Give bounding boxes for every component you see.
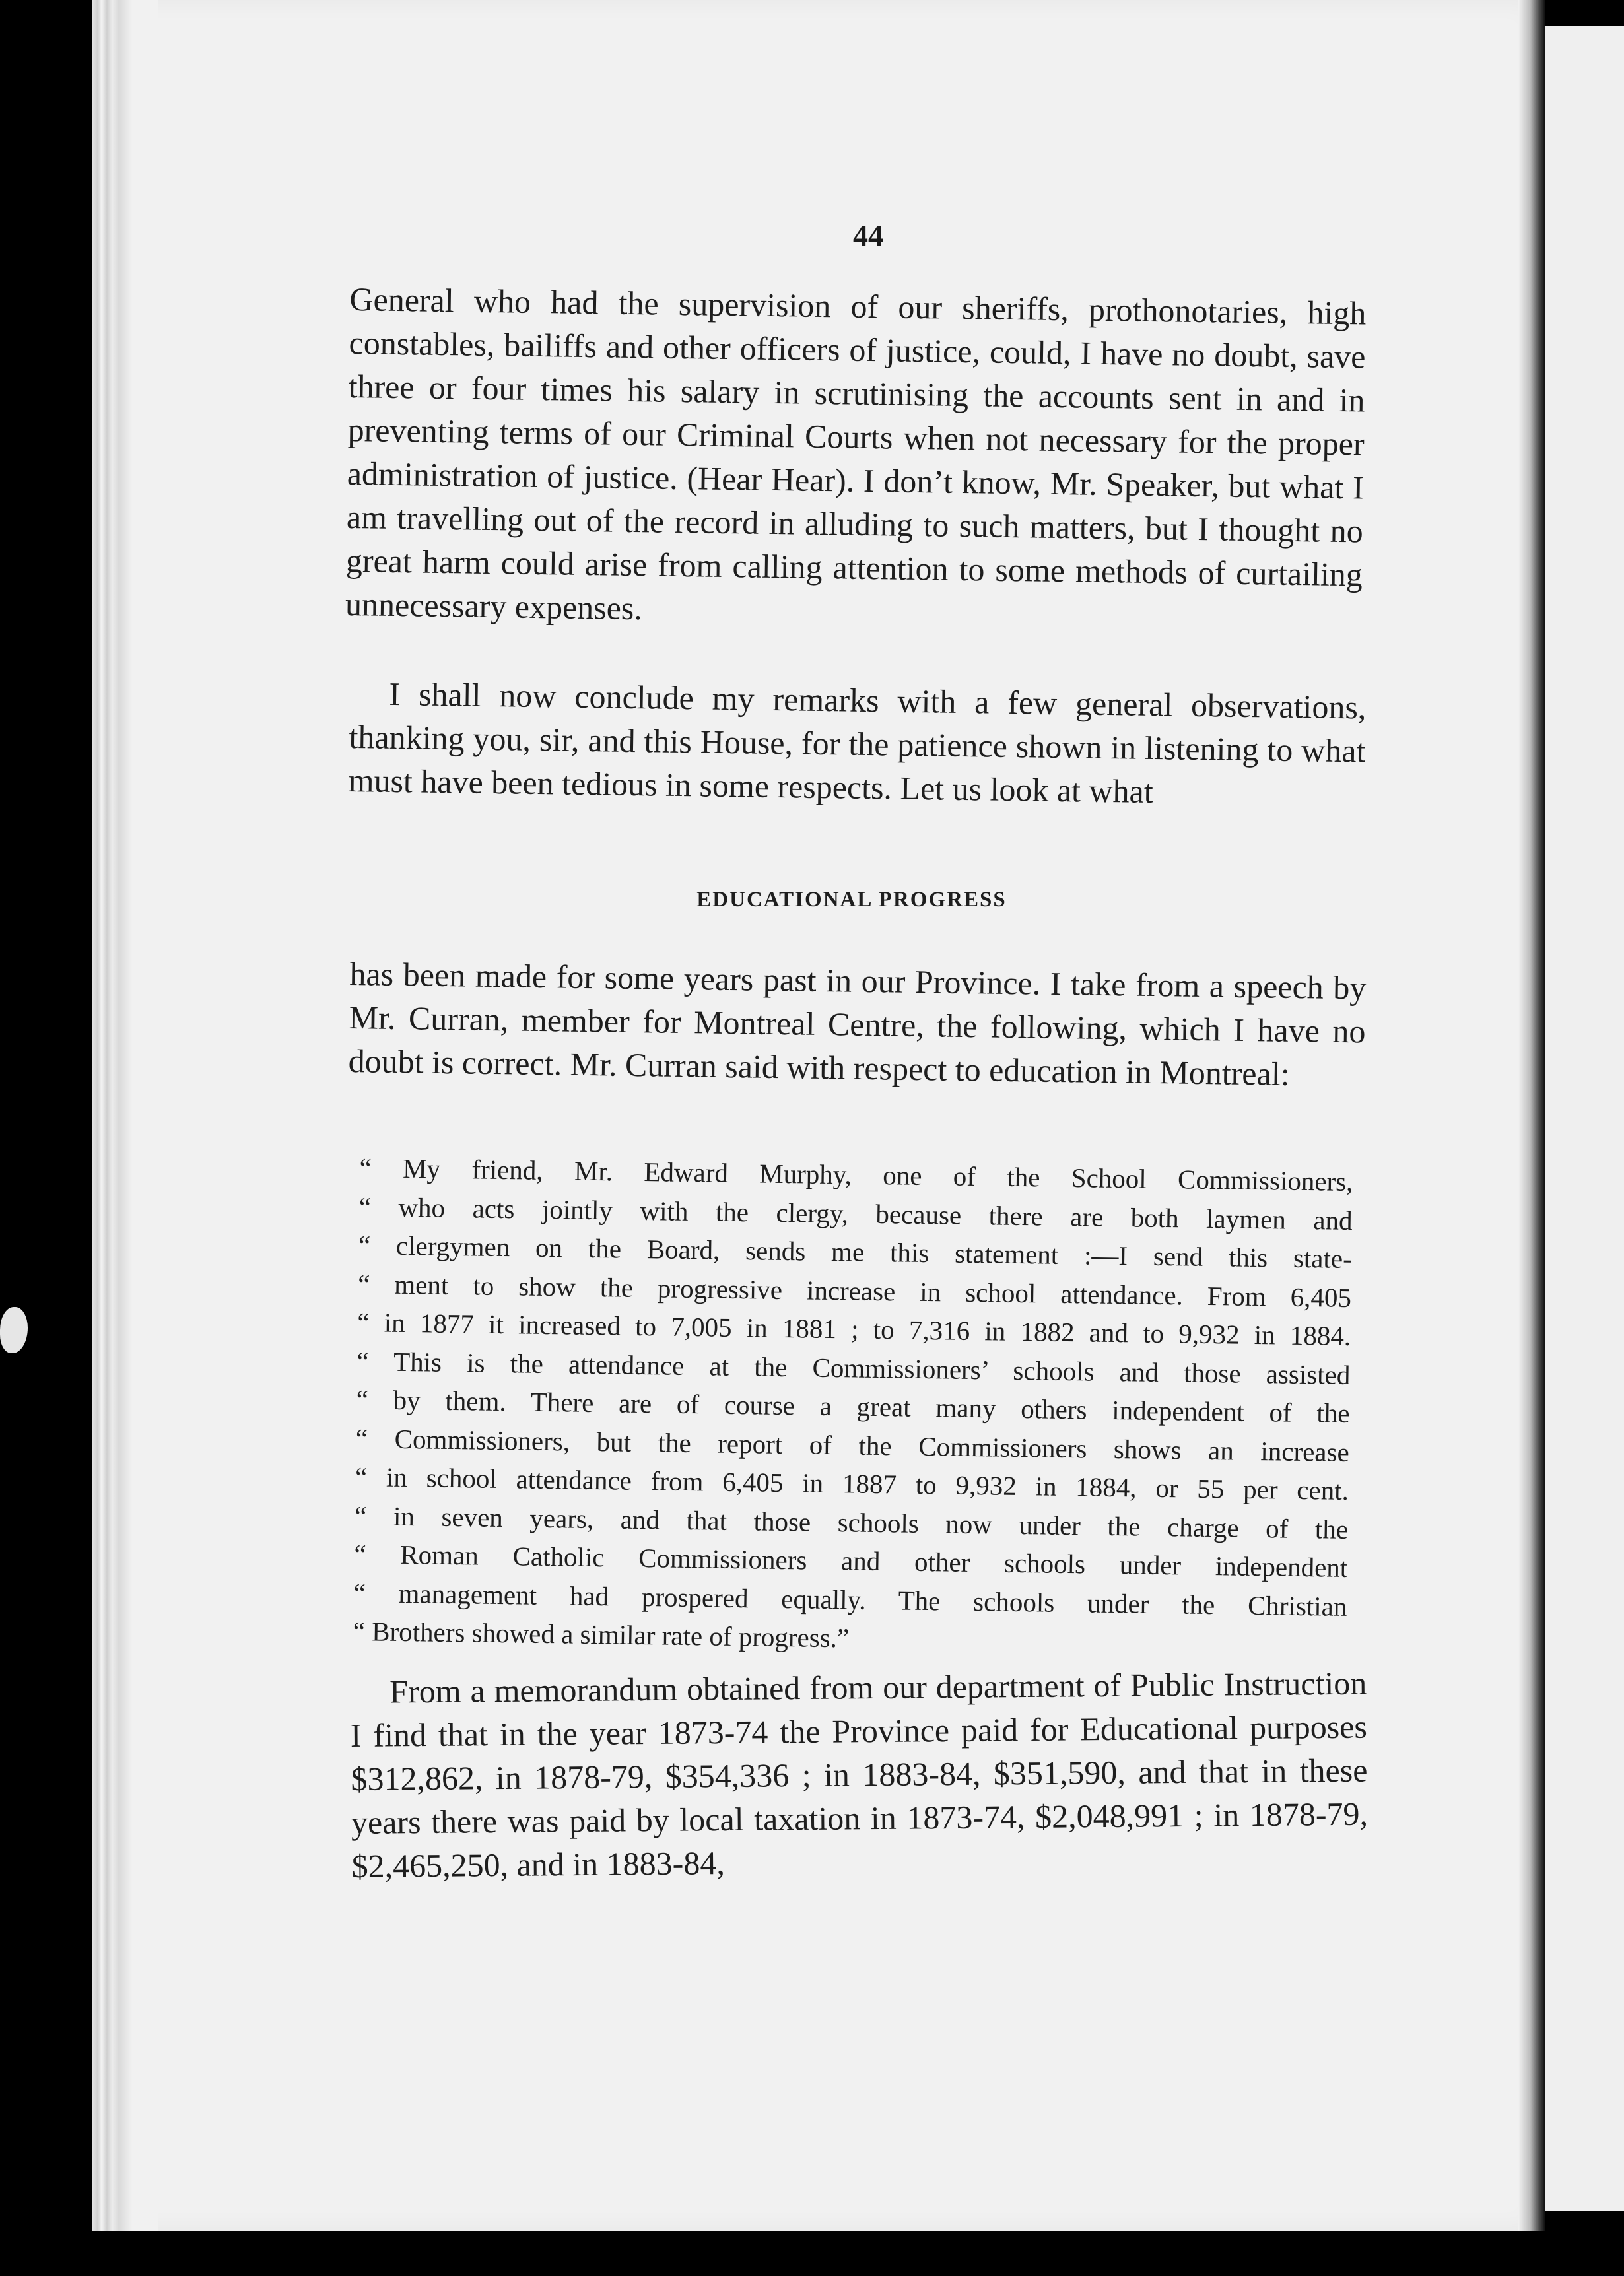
body-paragraph-3: [348, 952, 1367, 1096]
quote-line: “ in school attendance from 6,405 in 1887 to 9,932 in 1884, or 55 per cent.: [355, 1461, 1349, 1506]
scan-border: [0, 2231, 1624, 2276]
facing-page-edge: [1545, 26, 1624, 2211]
quote-line: “ in seven years, and that those schools now under the charge of the: [354, 1500, 1349, 1545]
paragraph-text: I shall now conclude my remarks with a few general observations, thanking you, sir, and this House, for the patience shown in listening to what must have been tedious in some respects. Let us look at what: [348, 675, 1367, 811]
quote-line: “ My friend, Mr. Edward Murphy, one of the School Commissioners,: [359, 1152, 1353, 1197]
paragraph-text: From a memorandum obtained from our department of Public Instruction I find that in the year 1873-74 the Province paid for Educational purposes $312,862, in 1878-79, $354,336 ; in 1883-84, $351,590, and that in these years there was paid by local taxation in 1873-74, $2,048,991 ; in 1878-79, $2,465,250, and in 1883-84,: [350, 1664, 1369, 1885]
paragraph-text: General who had the supervision of our sheriffs, prothonotaries, high constables, bailiffs and other officers of justice, could, I have no doubt, save three or four times his salary in scrutinising the accounts sent in and in preventing terms of our Criminal Courts when not necessary for the proper administration of justice. (Hear Hear). I don’t know, Mr. Speaker, but what I am travelling out of the record in alluding to such matters, but I thought no great harm could arise from calling attention to some methods of curtailing unnecessary expenses.: [345, 280, 1367, 627]
page-number: 44: [853, 218, 883, 252]
section-heading: EDUCATIONAL PROGRESS: [696, 888, 1007, 912]
quote-line: “ ment to show the progressive increase in school attendance. From 6,405: [357, 1268, 1352, 1313]
body-paragraph-4: [350, 1661, 1369, 1888]
margin-blot: [0, 1307, 28, 1353]
body-paragraph-1: [345, 277, 1367, 640]
quote-line: “ Commissioners, but the report of the Commissioners shows an increase: [355, 1422, 1350, 1467]
quote-line: “ Roman Catholic Commissioners and other schools under independent: [354, 1538, 1348, 1583]
quote-line: “ who acts jointly with the clergy, because there are both laymen and: [358, 1191, 1353, 1236]
page-edge-shadow: [1518, 0, 1545, 2231]
quote-line: “ management had prospered equally. The schools under the Christian: [353, 1577, 1347, 1622]
quote-line: “ by them. There are of course a great many others independent of the: [356, 1384, 1350, 1428]
quote-line: “ This is the attendance at the Commissioners’ schools and those assisted: [356, 1345, 1351, 1390]
quote-line: “ in 1877 it increased to 7,005 in 1881 ; to 7,316 in 1882 and to 9,932 in 1884.: [357, 1306, 1351, 1351]
quote-line: “ Brothers showed a similar rate of progress.”: [353, 1615, 850, 1654]
page-gutter: [92, 0, 158, 2231]
paragraph-text: has been made for some years past in our Province. I take from a speech by Mr. Curran, member for Montreal Centre, the following, which I have no doubt is correct. Mr. Curran said with respect to education in Montreal:: [348, 954, 1367, 1092]
quote-line: “ clergymen on the Board, sends me this statement :—I send this state-: [358, 1229, 1353, 1274]
block-quote: [353, 1149, 1353, 1664]
body-paragraph-2: [348, 671, 1367, 816]
